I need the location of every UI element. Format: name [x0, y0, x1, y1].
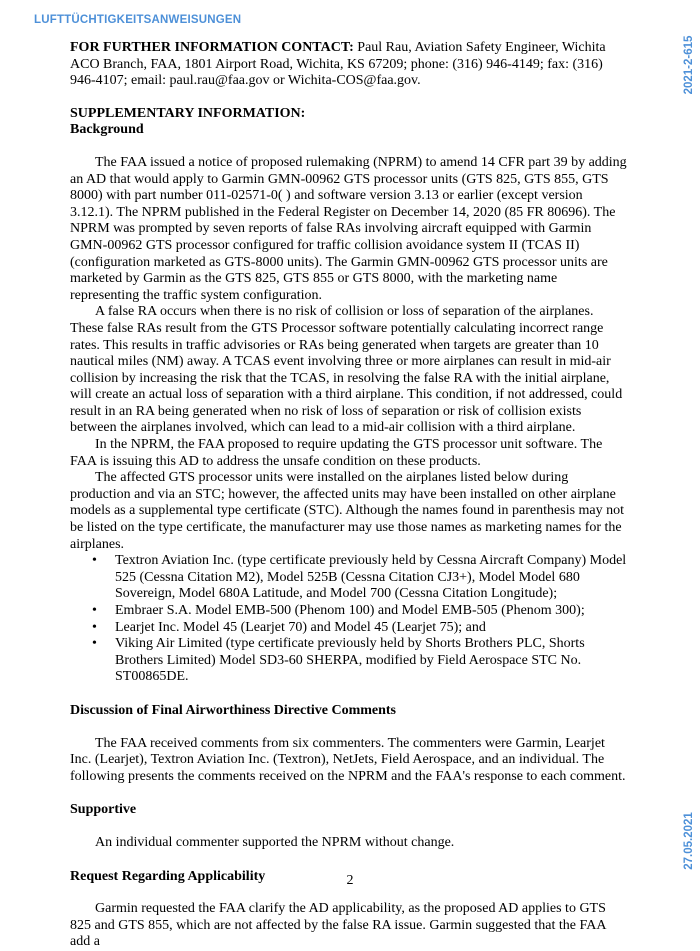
header-label: LUFTTÜCHTIGKEITSANWEISUNGEN — [34, 14, 242, 26]
contact-heading: FOR FURTHER INFORMATION CONTACT: — [70, 40, 354, 55]
ad-number-margin — [682, 35, 696, 95]
page-number: 2 — [346, 873, 354, 888]
issue-date: 27.05.2021 — [683, 812, 695, 870]
supportive-heading: Supportive — [70, 802, 137, 818]
contact-text: Paul Rau, Aviation Safety Engineer, Wichita ACO Branch, FAA, 1801 Airport Road, Wichita, KS 67209; phone: (316) 946-4149; fax: (316) 946-4107; email: paul.rau@faa.gov or Wichita-COS@faa.gov. — [70, 40, 606, 89]
document-body — [70, 40, 628, 951]
applicability-paragraph: Garmin requested the FAA clarify the AD applicability, as the proposed AD applies to GTS 825 and GTS 855, which are not affected by the false RA issue. Garmin suggested that the FAA add a — [70, 901, 606, 950]
supportive-paragraph: An individual commenter supported the NPRM without change. — [95, 834, 455, 850]
affected-airplanes-list — [70, 553, 628, 686]
background-paragraph-1: The FAA issued a notice of proposed rulemaking (NPRM) to amend 14 CFR part 39 by adding an AD that would apply to Garmin GMN-00962 GTS processor units (GTS 825, GTS 855, GTS 8000) with part number 011-02571-0( ) and software version 3.13 or earlier (except version 3.12.1). The NPRM published in the Federal Register on December 14, 2020 (85 FR 80696). The NPRM was prompted by seven reports of false RAs involving aircraft equipped with Garmin GMN-00962 GTS processor configured for traffic collision avoidance system II (TCAS II) (configuration marketed as GTS-8000 units). The Garmin GMN-00962 GTS processor units are marketed by Garmin as the GTS 825, GTS 855 or GTS 8000, with the marketing name representing the traffic system configuration. — [70, 154, 627, 303]
supplementary-heading: SUPPLEMENTARY INFORMATION: — [70, 105, 306, 121]
list-item: • Learjet Inc. Model 45 (Learjet 70) and Model 45 (Learjet 75); and — [115, 620, 628, 637]
applicability-heading: Request Regarding Applicability — [70, 868, 266, 884]
background-paragraph-2: A false RA occurs when there is no risk of collision or loss of separation of the airplanes. These false RAs result from the GTS Processor software potentially calculating incorrect range rates. This results in traffic advisories or RAs being generated when targets are greater than 10 nautical miles (NM) away. A TCAS event involving three or more airplanes can result in mid-air collision by increasing the risk that the TCAS, in resolving the false RA with the initial airplane, will create an actual loss of separation with a third airplane. This condition, if not addressed, could result in an RA being generated when no risk of loss of separation or risk of collision exists between the airplanes involved, which can lead to a mid-air collision with a third airplane. — [70, 304, 623, 436]
contact-paragraph — [70, 40, 628, 90]
ad-number: 2021-2-615 — [683, 35, 695, 95]
background-heading: Background — [70, 122, 144, 138]
background-paragraph-4: The affected GTS processor units were installed on the airplanes listed below during production and via an STC; however, the affected units may have been installed on other airplane models as a supplemental type certificate (STC). Although the names found in parenthesis may not be listed on the type certificate, the manufacturer may use those names as marketing names for the airplanes. — [70, 470, 625, 552]
list-item: • Viking Air Limited (type certificate previously held by Shorts Brothers PLC, Shorts Brothers Limited) Model SD3-60 SHERPA, modified by Field Aerospace STC No. ST00865DE. — [115, 636, 628, 686]
discussion-paragraph: The FAA received comments from six commenters. The commenters were Garmin, Learjet Inc. (Learjet), Textron Aviation Inc. (Textron), NetJets, Field Aerospace, and an individual. The following presents the comments received on the NPRM and the FAA's response to each comment. — [70, 735, 626, 784]
discussion-heading: Discussion of Final Airworthiness Directive Comments — [70, 702, 396, 718]
background-paragraph-3: In the NPRM, the FAA proposed to require updating the GTS processor unit software. The FAA is issuing this AD to address the unsafe condition on these products. — [70, 437, 603, 469]
list-item: • Textron Aviation Inc. (type certificate previously held by Cessna Aircraft Company) Model 525 (Cessna Citation M2), Model 525B (Cessna Citation CJ3+), Model Model 680 Sovereign, Model 680A Latitude, and Model 700 (Cessna Citation Longitude); — [115, 553, 628, 603]
date-margin — [682, 810, 696, 872]
list-item: • Embraer S.A. Model EMB-500 (Phenom 100) and Model EMB-505 (Phenom 300); — [115, 603, 628, 620]
